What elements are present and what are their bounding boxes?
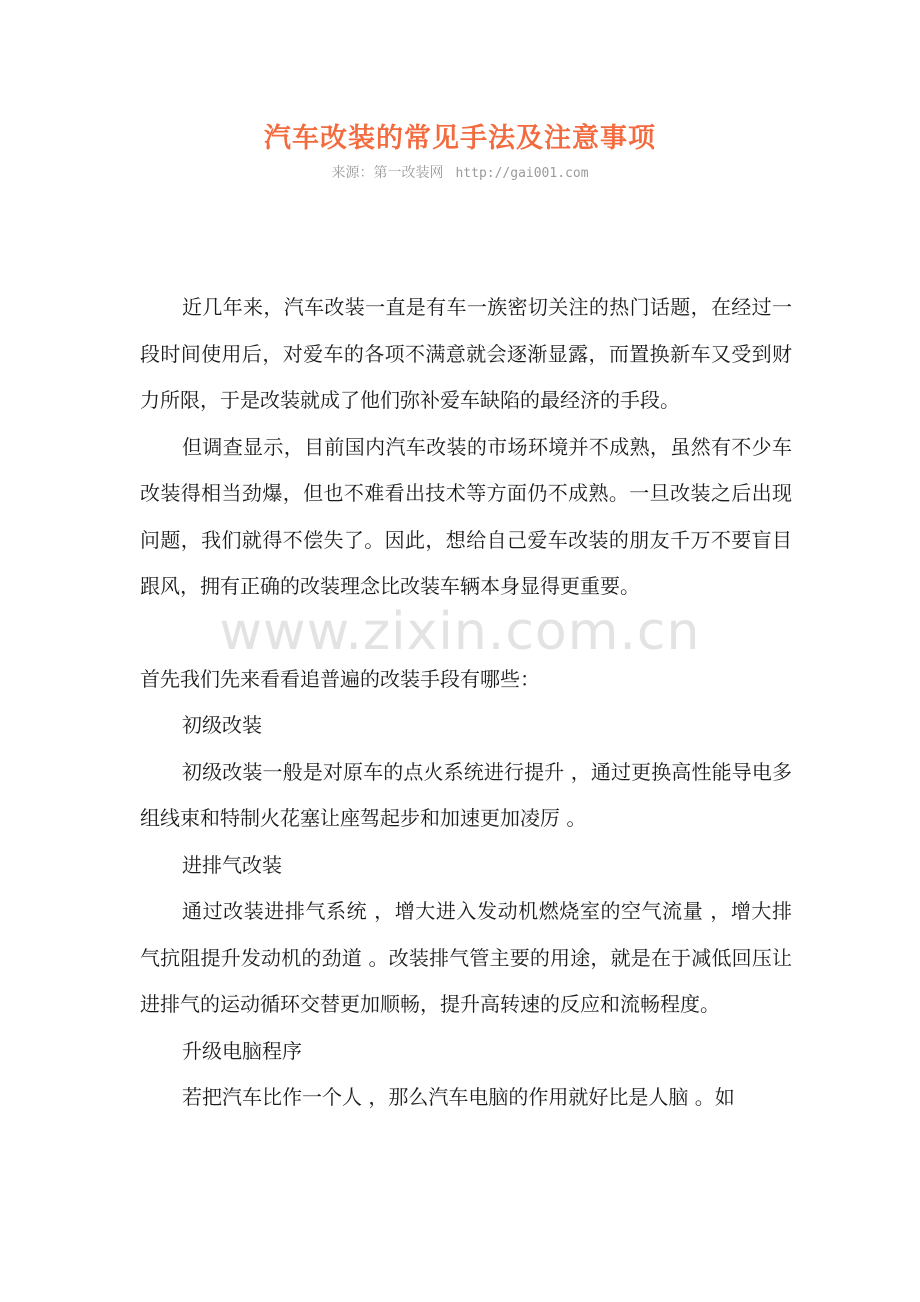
paragraph-survey: 但调查显示，目前国内汽车改装的市场环境并不成熟，虽然有不少车改装得相当劲爆，但也不难看出技术等方面仍不成熟。一旦改装之后出现问题，我们就得不偿失了。因此，想给自己爱车改装的朋友千万不要盲目跟风，拥有正确的改装理念比改装车辆本身显得更重要。 (140, 434, 792, 598)
paragraph-gap (140, 610, 792, 656)
source-line (0, 162, 920, 182)
paragraph-ecu: 若把汽车比作一个人 ，那么汽车电脑的作用就好比是人脑 。如 (182, 1085, 735, 1109)
source-label: 来源：第一改装网 (331, 165, 444, 181)
paragraph-basic: 初级改装一般是对原车的点火系统进行提升 ，通过更换高性能导电多组线束和特制火花塞让座驾起步和加速更加凌厉 。 (140, 759, 792, 830)
paragraph-intake-exhaust: 通过改装进排气系统 ，增大进入发动机燃烧室的空气流量 ，增大排气抗阻提升发动机的劲道 。改装排气管主要的用途，就是在于减低回压让进排气的运动循环交替更加顺畅，提升高转速的反应和流畅程度。 (140, 899, 792, 1016)
section-heading-ecu: 升级电脑程序 (182, 1038, 302, 1063)
paragraph-intro: 近几年来，汽车改装一直是有车一族密切关注的热门话题，在经过一段时间使用后，对爱车的各项不满意就会逐渐显露，而置换新车又受到财力所限，于是改装就成了他们弥补爱车缺陷的最经济的手段。 (140, 295, 792, 412)
watermark: www.zixin.com.cn (219, 602, 701, 662)
paragraph-lead-in: 首先我们先来看看追普遍的改装手段有哪些： (140, 666, 540, 691)
section-heading-basic: 初级改装 (182, 713, 262, 737)
source-url: http://gai001.com (455, 166, 589, 181)
document-body (140, 284, 792, 1121)
section-heading-intake-exhaust: 进排气改装 (182, 852, 282, 877)
document-title: 汽车改装的常见手法及注意事项 (264, 123, 656, 154)
